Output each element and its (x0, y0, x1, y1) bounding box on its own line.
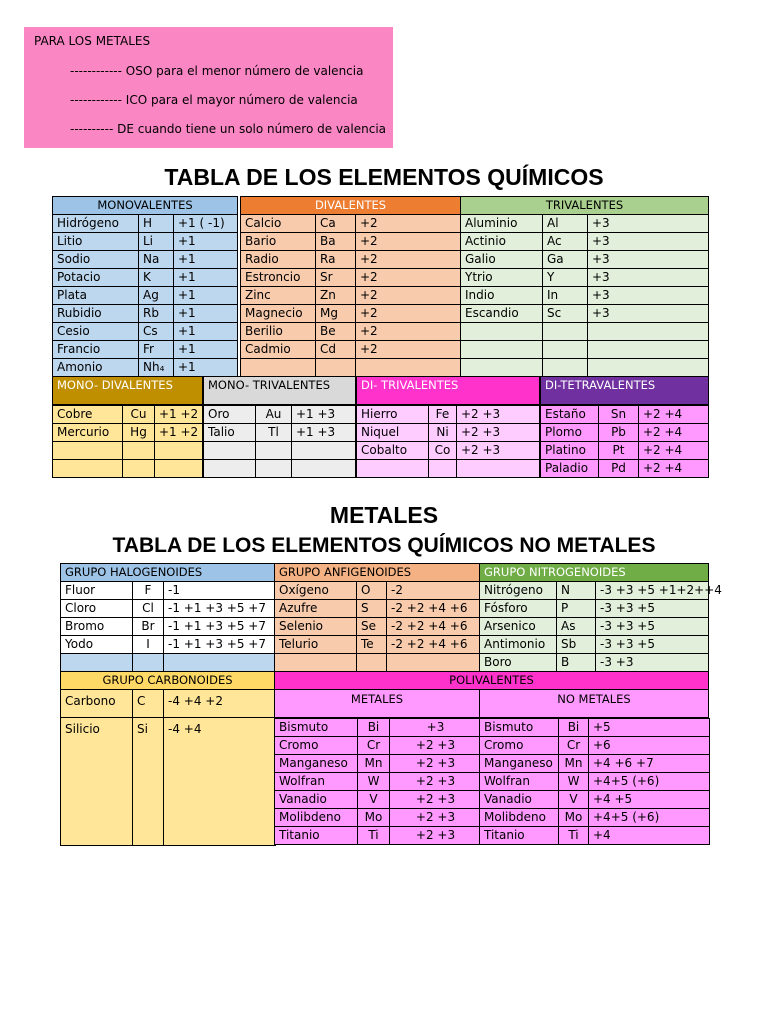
mono_divalentes-cell: Hg (122, 423, 155, 442)
polivalentes-nometales-cell: W (558, 772, 589, 791)
monovalentes-cell: +1 (173, 268, 238, 287)
trivalentes-cell: Actinio (460, 232, 543, 251)
divalentes-cell: Mg (315, 304, 356, 323)
polivalentes-nometales-cell: +4 +5 (588, 790, 710, 809)
trivalentes-cell: +3 (587, 304, 709, 323)
halogenoides-cell (132, 653, 164, 672)
di_tetravalentes-cell: +2 +4 (638, 423, 709, 442)
di_trivalentes-header: DI- TRIVALENTES (356, 376, 540, 405)
di_trivalentes-cell (428, 459, 457, 478)
anfigenoides-cell: -2 +2 +4 +6 (386, 599, 501, 618)
carbonoides-header: GRUPO CARBONOIDES (60, 671, 275, 690)
trivalentes-cell: +3 (587, 232, 709, 251)
di_tetravalentes-cell: +2 +4 (638, 441, 709, 460)
trivalentes-cell: +3 (587, 286, 709, 305)
polivalentes-metales-cell: +2 +3 (389, 826, 482, 845)
mono_divalentes-cell (52, 441, 123, 460)
note-line-de: ---------- DE cuando tiene un solo número de valencia (70, 122, 387, 136)
monovalentes-cell: +1 (173, 232, 238, 251)
monovalentes-cell: Na (138, 250, 174, 269)
anfigenoides-cell: Azufre (274, 599, 357, 618)
polivalentes-metales-cell: Molibdeno (274, 808, 358, 827)
carbonoides-cell: -4 +4 (163, 717, 276, 846)
polivalentes-metales-cell: +2 +3 (389, 754, 482, 773)
di_tetravalentes-cell: Paladio (540, 459, 599, 478)
mono_divalentes-cell: Cobre (52, 405, 123, 424)
di_trivalentes-cell: Niquel (356, 423, 429, 442)
mono_trivalentes-cell (255, 459, 292, 478)
divalentes-cell: Estroncio (240, 268, 316, 287)
mono_trivalentes-cell: +1 +3 (291, 405, 356, 424)
nitrogenoides-cell: -3 +3 +5 (595, 617, 709, 636)
polivalentes-metales-cell: Vanadio (274, 790, 358, 809)
divalentes-cell: Ra (315, 250, 356, 269)
mono_divalentes-header: MONO- DIVALENTES (52, 376, 203, 405)
polivalentes-nometales-cell: Vanadio (479, 790, 559, 809)
carbonoides-cell: Carbono (60, 689, 133, 719)
polivalentes-nometales-cell: Bismuto (479, 718, 559, 737)
nitrogenoides-cell: Arsenico (479, 617, 557, 636)
halogenoides-cell: I (132, 635, 164, 654)
mono_divalentes-cell: Mercurio (52, 423, 123, 442)
polivalentes-nometales-cell: Mo (558, 808, 589, 827)
di_tetravalentes-cell: Pd (598, 459, 639, 478)
divalentes-cell: Radio (240, 250, 316, 269)
di_tetravalentes-cell: Pt (598, 441, 639, 460)
di_trivalentes-cell (356, 459, 429, 478)
monovalentes-cell: H (138, 214, 174, 233)
divalentes-cell: +2 (355, 286, 461, 305)
nonmetals-title: TABLA DE LOS ELEMENTOS QUÍMICOS NO METALES (112, 534, 656, 557)
divalentes-cell: Cadmio (240, 340, 316, 359)
trivalentes-cell: +3 (587, 250, 709, 269)
nitrogenoides-cell: -3 +3 +5 +1+2++4 (595, 581, 709, 600)
monovalentes-cell: +1 (173, 358, 238, 377)
divalentes-cell: +2 (355, 214, 461, 233)
monovalentes-cell: +1 ( -1) (173, 214, 238, 233)
halogenoides-cell: -1 +1 +3 +5 +7 (163, 635, 334, 654)
nitrogenoides-cell: P (556, 599, 596, 618)
di_trivalentes-cell: Fe (428, 405, 457, 424)
trivalentes-cell: In (542, 286, 588, 305)
anfigenoides-cell: -2 +2 +4 +6 (386, 617, 501, 636)
di_trivalentes-cell: +2 +3 (456, 441, 540, 460)
polivalentes-nometales-cell: Bi (558, 718, 589, 737)
polivalentes-metales-header: METALES (274, 689, 480, 718)
nitrogenoides-cell: -3 +3 +5 (595, 635, 709, 654)
trivalentes-cell: Aluminio (460, 214, 543, 233)
nitrogenoides-cell: Fósforo (479, 599, 557, 618)
monovalentes-cell: Hidrógeno (52, 214, 139, 233)
monovalentes-cell: Rb (138, 304, 174, 323)
di_trivalentes-cell: Ni (428, 423, 457, 442)
polivalentes-metales-cell: +2 +3 (389, 808, 482, 827)
divalentes-cell (240, 358, 316, 377)
trivalentes-cell (587, 322, 709, 341)
trivalentes-cell (460, 358, 543, 377)
monovalentes-cell: +1 (173, 286, 238, 305)
mono_divalentes-cell (52, 459, 123, 478)
trivalentes-cell (542, 322, 588, 341)
halogenoides-cell: -1 (163, 581, 334, 600)
metals-heading: METALES (329, 502, 439, 528)
polivalentes-nometales-cell: Cromo (479, 736, 559, 755)
mono_trivalentes-cell: +1 +3 (291, 423, 356, 442)
polivalentes-metales-cell: V (357, 790, 390, 809)
polivalentes-nometales-cell: Ti (558, 826, 589, 845)
halogenoides-cell: -1 +1 +3 +5 +7 (163, 599, 334, 618)
trivalentes-cell (460, 340, 543, 359)
monovalentes-cell: Ag (138, 286, 174, 305)
halogenoides-header: GRUPO HALOGENOIDES (60, 563, 334, 582)
monovalentes-cell: +1 (173, 250, 238, 269)
divalentes-cell: Berilio (240, 322, 316, 341)
monovalentes-cell: +1 (173, 340, 238, 359)
di_tetravalentes-header: DI-TETRAVALENTES (540, 376, 709, 405)
note-line-ico: ------------ ICO para el mayor número de valencia (70, 93, 358, 107)
anfigenoides-cell (356, 653, 387, 672)
mono_trivalentes-cell: Tl (255, 423, 292, 442)
nitrogenoides-cell: As (556, 617, 596, 636)
di_trivalentes-cell: Co (428, 441, 457, 460)
monovalentes-header: MONOVALENTES (52, 196, 238, 215)
nitrogenoides-cell: -3 +3 +5 (595, 599, 709, 618)
anfigenoides-cell: Telurio (274, 635, 357, 654)
divalentes-cell: +2 (355, 232, 461, 251)
trivalentes-header: TRIVALENTES (460, 196, 709, 215)
divalentes-cell: +2 (355, 250, 461, 269)
divalentes-cell: Cd (315, 340, 356, 359)
di_trivalentes-cell: Hierro (356, 405, 429, 424)
trivalentes-cell: Sc (542, 304, 588, 323)
halogenoides-cell: -1 +1 +3 +5 +7 (163, 617, 334, 636)
monovalentes-cell: Potacio (52, 268, 139, 287)
trivalentes-cell (542, 358, 588, 377)
halogenoides-cell: Bromo (60, 617, 133, 636)
metals-naming-note (24, 27, 393, 148)
anfigenoides-cell (274, 653, 357, 672)
nitrogenoides-cell: B (556, 653, 596, 672)
trivalentes-cell: Escandio (460, 304, 543, 323)
nitrogenoides-cell: N (556, 581, 596, 600)
polivalentes-nometales-header: NO METALES (479, 689, 709, 718)
polivalentes-metales-cell: +2 +3 (389, 790, 482, 809)
anfigenoides-cell: O (356, 581, 387, 600)
polivalentes-metales-cell: Bi (357, 718, 390, 737)
trivalentes-cell (460, 322, 543, 341)
anfigenoides-cell: Selenio (274, 617, 357, 636)
carbonoides-cell: C (132, 689, 164, 719)
di_tetravalentes-cell: Sn (598, 405, 639, 424)
halogenoides-cell: F (132, 581, 164, 600)
anfigenoides-cell: -2 +2 +4 +6 (386, 635, 501, 654)
halogenoides-cell (60, 653, 133, 672)
polivalentes-nometales-cell: Wolfran (479, 772, 559, 791)
polivalentes-nometales-cell: +4+5 (+6) (588, 808, 710, 827)
monovalentes-cell: Li (138, 232, 174, 251)
polivalentes-nometales-cell: +5 (588, 718, 710, 737)
trivalentes-cell: Ytrio (460, 268, 543, 287)
anfigenoides-cell: Se (356, 617, 387, 636)
anfigenoides-cell: Oxígeno (274, 581, 357, 600)
trivalentes-cell: Ac (542, 232, 588, 251)
monovalentes-cell: Cesio (52, 322, 139, 341)
polivalentes-metales-cell: Manganeso (274, 754, 358, 773)
divalentes-cell: Ca (315, 214, 356, 233)
monovalentes-cell: +1 (173, 304, 238, 323)
polivalentes-metales-cell: +2 +3 (389, 736, 482, 755)
monovalentes-cell: Plata (52, 286, 139, 305)
polivalentes-metales-cell: Wolfran (274, 772, 358, 791)
note-title: PARA LOS METALES (34, 34, 151, 48)
polivalentes-nometales-cell: +4 (588, 826, 710, 845)
note-line-oso: ------------ OSO para el menor número de valencia (70, 64, 364, 78)
trivalentes-cell (587, 340, 709, 359)
di_tetravalentes-cell: +2 +4 (638, 459, 709, 478)
mono_trivalentes-cell: Talio (203, 423, 256, 442)
polivalentes-metales-cell: Bismuto (274, 718, 358, 737)
polivalentes-metales-cell: +2 +3 (389, 772, 482, 791)
divalentes-cell: Sr (315, 268, 356, 287)
mono_divalentes-cell: Cu (122, 405, 155, 424)
polivalentes-nometales-cell: V (558, 790, 589, 809)
page-title: TABLA DE LOS ELEMENTOS QUÍMICOS (164, 164, 604, 190)
halogenoides-cell: Cl (132, 599, 164, 618)
polivalentes-metales-cell: W (357, 772, 390, 791)
monovalentes-cell: Rubidio (52, 304, 139, 323)
trivalentes-cell: Galio (460, 250, 543, 269)
divalentes-cell: +2 (355, 322, 461, 341)
nitrogenoides-cell: Nitrógeno (479, 581, 557, 600)
polivalentes-metales-cell: Mn (357, 754, 390, 773)
nitrogenoides-header: GRUPO NITROGENOIDES (479, 563, 709, 582)
monovalentes-cell: Litio (52, 232, 139, 251)
nitrogenoides-cell: Sb (556, 635, 596, 654)
carbonoides-cell: -4 +4 +2 (163, 689, 276, 719)
mono_trivalentes-cell (291, 441, 356, 460)
polivalentes-nometales-cell: Titanio (479, 826, 559, 845)
polivalentes-metales-cell: Cromo (274, 736, 358, 755)
monovalentes-cell: Nh₄ (138, 358, 174, 377)
mono_trivalentes-cell (203, 441, 256, 460)
monovalentes-cell: +1 (173, 322, 238, 341)
divalentes-cell: Magnecio (240, 304, 316, 323)
polivalentes-nometales-cell: +4+5 (+6) (588, 772, 710, 791)
polivalentes-metales-cell: Cr (357, 736, 390, 755)
trivalentes-cell (542, 340, 588, 359)
polivalentes-nometales-cell: Manganeso (479, 754, 559, 773)
trivalentes-cell: +3 (587, 268, 709, 287)
monovalentes-cell: Fr (138, 340, 174, 359)
di_tetravalentes-cell: Plomo (540, 423, 599, 442)
polivalentes-nometales-cell: +6 (588, 736, 710, 755)
polivalentes-metales-cell: Mo (357, 808, 390, 827)
mono_divalentes-cell (122, 459, 155, 478)
mono_divalentes-cell: +1 +2 (154, 423, 203, 442)
polivalentes-metales-cell: +3 (389, 718, 482, 737)
monovalentes-cell: Sodio (52, 250, 139, 269)
monovalentes-cell: Amonio (52, 358, 139, 377)
anfigenoides-cell: -2 (386, 581, 501, 600)
halogenoides-cell: Br (132, 617, 164, 636)
divalentes-cell (355, 358, 461, 377)
di_tetravalentes-cell: +2 +4 (638, 405, 709, 424)
di_trivalentes-cell (456, 459, 540, 478)
anfigenoides-cell: S (356, 599, 387, 618)
divalentes-cell: Calcio (240, 214, 316, 233)
divalentes-cell: Be (315, 322, 356, 341)
halogenoides-cell: Fluor (60, 581, 133, 600)
anfigenoides-cell: Te (356, 635, 387, 654)
mono_trivalentes-cell (255, 441, 292, 460)
divalentes-cell: Zn (315, 286, 356, 305)
carbonoides-cell: Silicio (60, 717, 133, 846)
nitrogenoides-cell: Boro (479, 653, 557, 672)
di_trivalentes-cell: Cobalto (356, 441, 429, 460)
divalentes-cell (315, 358, 356, 377)
polivalentes-nometales-cell: Molibdeno (479, 808, 559, 827)
divalentes-cell: Bario (240, 232, 316, 251)
mono_trivalentes-header: MONO- TRIVALENTES (203, 376, 356, 405)
halogenoides-cell: Yodo (60, 635, 133, 654)
polivalentes-nometales-cell: Mn (558, 754, 589, 773)
mono_trivalentes-cell (203, 459, 256, 478)
polivalentes-header: POLIVALENTES (274, 671, 709, 690)
monovalentes-cell: K (138, 268, 174, 287)
divalentes-cell: +2 (355, 304, 461, 323)
trivalentes-cell: Y (542, 268, 588, 287)
divalentes-cell: Ba (315, 232, 356, 251)
halogenoides-cell: Cloro (60, 599, 133, 618)
mono_divalentes-cell (154, 441, 203, 460)
mono_divalentes-cell (154, 459, 203, 478)
divalentes-header: DIVALENTES (240, 196, 461, 215)
monovalentes-cell: Francio (52, 340, 139, 359)
di_trivalentes-cell: +2 +3 (456, 423, 540, 442)
trivalentes-cell: Al (542, 214, 588, 233)
polivalentes-metales-cell: Ti (357, 826, 390, 845)
polivalentes-metales-cell: Titanio (274, 826, 358, 845)
di_trivalentes-cell: +2 +3 (456, 405, 540, 424)
polivalentes-nometales-cell: +4 +6 +7 (588, 754, 710, 773)
mono_trivalentes-cell: Au (255, 405, 292, 424)
di_tetravalentes-cell: Platino (540, 441, 599, 460)
trivalentes-cell: Ga (542, 250, 588, 269)
trivalentes-cell (587, 358, 709, 377)
mono_trivalentes-cell (291, 459, 356, 478)
mono_divalentes-cell (122, 441, 155, 460)
divalentes-cell: +2 (355, 340, 461, 359)
anfigenoides-header: GRUPO ANFIGENOIDES (274, 563, 501, 582)
carbonoides-cell: Si (132, 717, 164, 846)
di_tetravalentes-cell: Estaño (540, 405, 599, 424)
polivalentes-nometales-cell: Cr (558, 736, 589, 755)
nitrogenoides-cell: -3 +3 (595, 653, 709, 672)
nitrogenoides-cell: Antimonio (479, 635, 557, 654)
mono_divalentes-cell: +1 +2 (154, 405, 203, 424)
trivalentes-cell: +3 (587, 214, 709, 233)
trivalentes-cell: Indio (460, 286, 543, 305)
divalentes-cell: Zinc (240, 286, 316, 305)
mono_trivalentes-cell: Oro (203, 405, 256, 424)
di_tetravalentes-cell: Pb (598, 423, 639, 442)
divalentes-cell: +2 (355, 268, 461, 287)
monovalentes-cell: Cs (138, 322, 174, 341)
